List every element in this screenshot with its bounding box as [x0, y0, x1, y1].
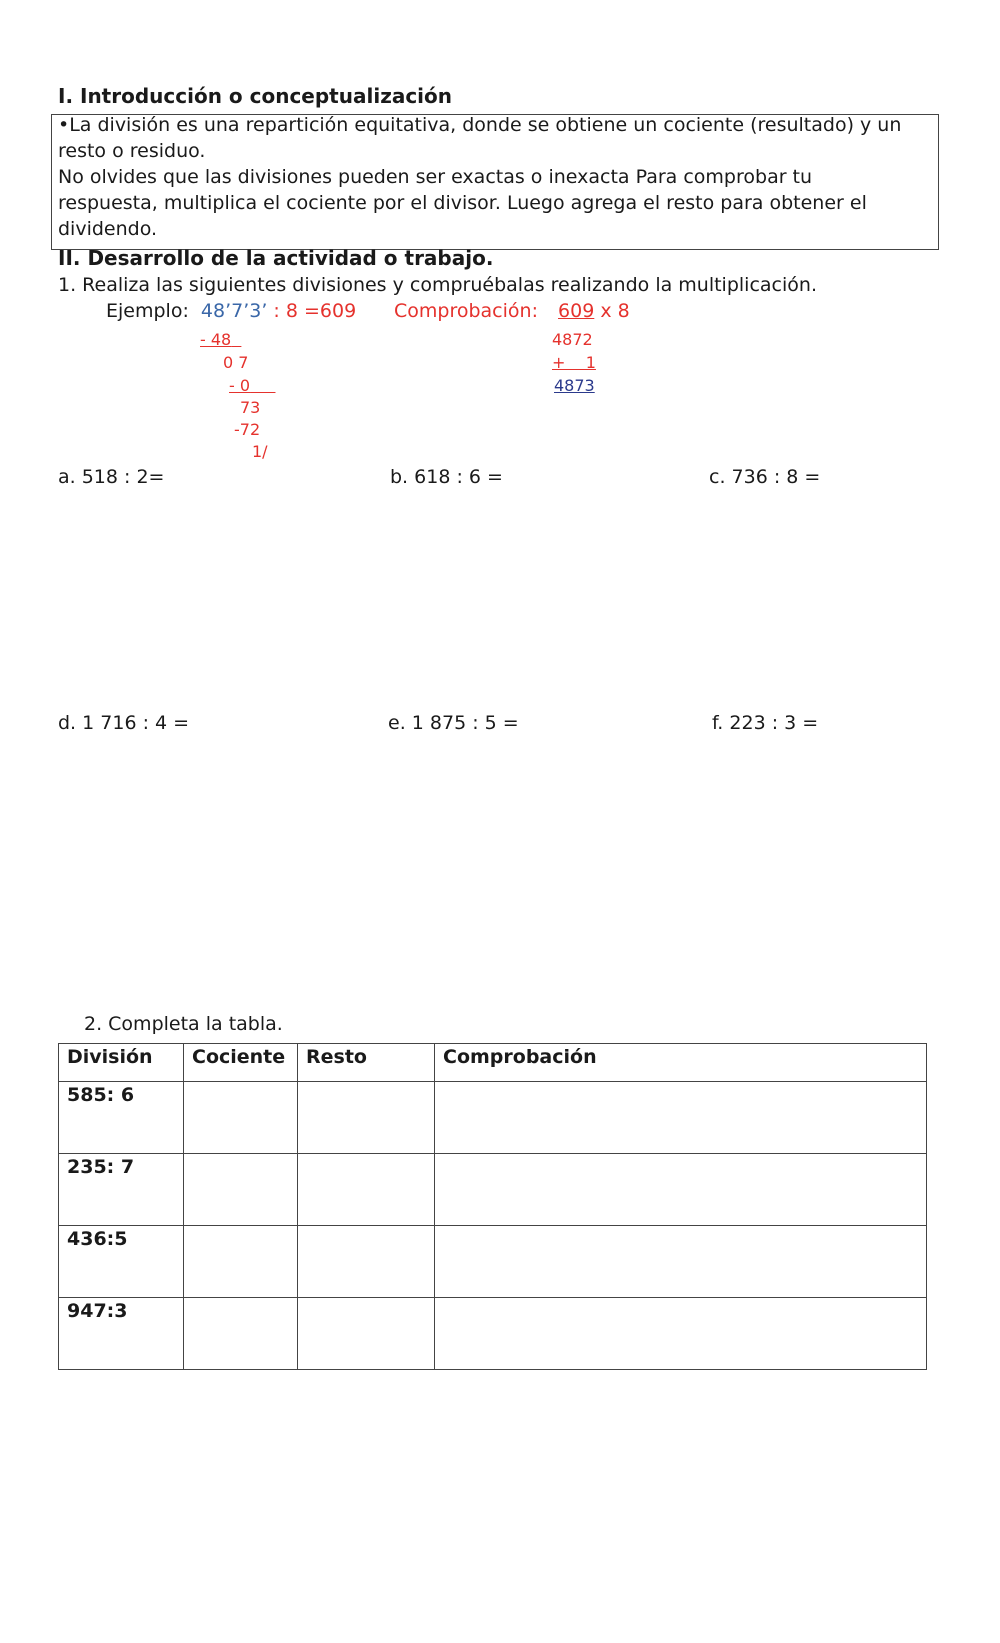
comprobacion-cell[interactable] [435, 1154, 927, 1226]
cociente-cell[interactable] [184, 1082, 298, 1154]
exercise-b: b. 618 : 6 = [390, 466, 503, 488]
example-equation: : 8 =609 [267, 300, 357, 322]
table-row [59, 1298, 927, 1370]
exercise-f: f. 223 : 3 = [712, 712, 819, 734]
check-line [394, 300, 630, 322]
check-quotient: 609 [558, 300, 595, 322]
division-cell: 235: 7 [59, 1154, 184, 1226]
intro-line-4: respuesta, multiplica el cociente por el divisor. Luego agrega el resto para obtener el [58, 192, 867, 214]
division-cell: 947:3 [59, 1298, 184, 1370]
table-header-row [59, 1044, 927, 1082]
instruction-2: 2. Completa la tabla. [84, 1013, 283, 1035]
example-line [106, 300, 356, 322]
cociente-cell[interactable] [184, 1298, 298, 1370]
header-comprobacion: Comprobación [435, 1044, 927, 1082]
table-row [59, 1082, 927, 1154]
example-label: Ejemplo: [106, 300, 189, 322]
exercise-e: e. 1 875 : 5 = [388, 712, 519, 734]
cociente-cell[interactable] [184, 1226, 298, 1298]
table-row [59, 1154, 927, 1226]
intro-line-5: dividendo. [58, 218, 158, 240]
intro-line-1: •La división es una repartición equitativa, donde se obtiene un cociente (resultado) y un [58, 114, 902, 136]
step-3: - 0 [229, 376, 251, 395]
cociente-cell[interactable] [184, 1154, 298, 1226]
intro-line-3: No olvides que las divisiones pueden ser exactas o inexacta Para comprobar tu [58, 166, 813, 188]
exercise-c: c. 736 : 8 = [709, 466, 821, 488]
check-label: Comprobación: [394, 300, 538, 322]
check-plus: + 1 [552, 353, 596, 372]
header-division: División [59, 1044, 184, 1082]
comprobacion-cell[interactable] [435, 1082, 927, 1154]
resto-cell[interactable] [298, 1082, 435, 1154]
step-1: - 48 [200, 330, 232, 349]
comprobacion-cell[interactable] [435, 1298, 927, 1370]
example-dividend: 48’7’3’ [200, 300, 268, 322]
header-resto: Resto [298, 1044, 435, 1082]
table-row [59, 1226, 927, 1298]
check-multiplier: x 8 [594, 300, 630, 322]
intro-line-2: resto o residuo. [58, 140, 206, 162]
comprobacion-cell[interactable] [435, 1226, 927, 1298]
check-total: 4873 [554, 376, 595, 395]
section-1-heading: I. Introducción o conceptualización [58, 84, 453, 108]
instruction-1: 1. Realiza las siguientes divisiones y compruébalas realizando la multiplicación. [58, 274, 817, 296]
division-cell: 585: 6 [59, 1082, 184, 1154]
section-2-heading: II. Desarrollo de la actividad o trabajo. [58, 246, 494, 270]
exercise-d: d. 1 716 : 4 = [58, 712, 190, 734]
header-cociente: Cociente [184, 1044, 298, 1082]
resto-cell[interactable] [298, 1154, 435, 1226]
step-2: 0 7 [223, 353, 249, 372]
exercise-a: a. 518 : 2= [58, 466, 165, 488]
step-4: 73 [240, 398, 261, 417]
resto-cell[interactable] [298, 1298, 435, 1370]
division-cell: 436:5 [59, 1226, 184, 1298]
step-6: 1/ [252, 442, 268, 461]
resto-cell[interactable] [298, 1226, 435, 1298]
division-table [58, 1043, 927, 1370]
step-5: -72 [234, 420, 261, 439]
check-product: 4872 [552, 330, 593, 349]
